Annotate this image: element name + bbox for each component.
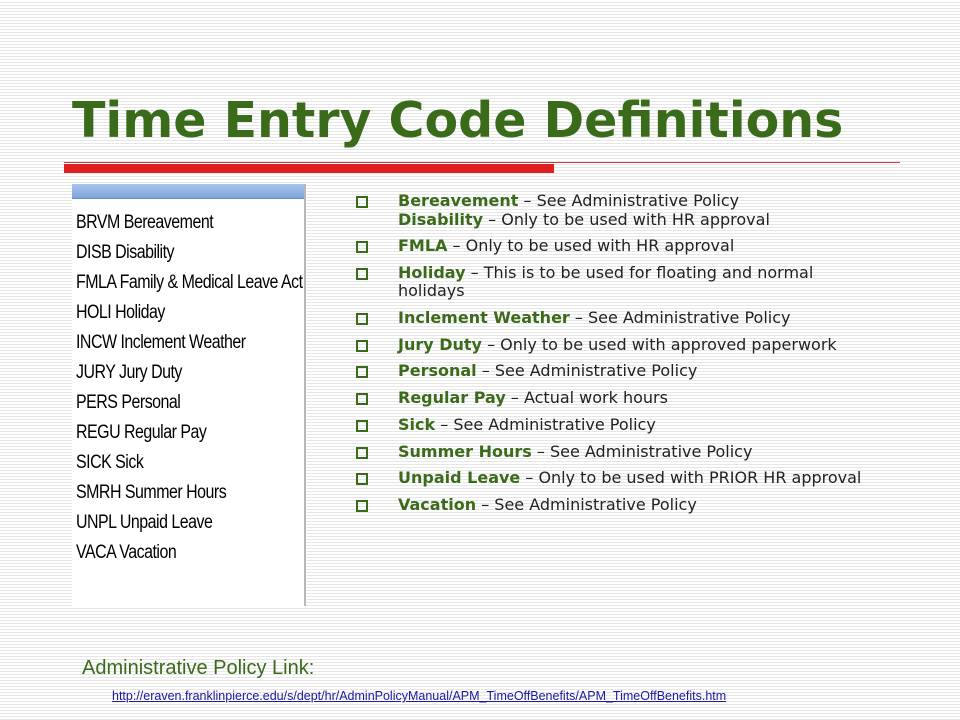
definition-item-summer-hours bbox=[356, 443, 876, 462]
policy-link[interactable]: http://eraven.franklinpierce.edu/s/dept/hr/AdminPolicyManual/APM_TimeOffBenefits/APM_TimeOffBenefits.htm bbox=[112, 689, 727, 703]
code-list bbox=[72, 199, 304, 568]
square-bullet-icon bbox=[356, 420, 368, 432]
code-item-pers: PERS Personal bbox=[76, 392, 181, 413]
policy-link-label: Administrative Policy Link: bbox=[82, 657, 315, 679]
code-list-header-bar bbox=[72, 184, 304, 199]
definition-item-vacation bbox=[356, 496, 876, 515]
code-item-jury: JURY Jury Duty bbox=[76, 362, 182, 383]
code-item-incw: INCW Inclement Weather bbox=[76, 332, 246, 353]
definition-desc: – See Administrative Policy bbox=[518, 191, 740, 210]
title-rule-thick bbox=[64, 164, 554, 173]
square-bullet-icon bbox=[356, 500, 368, 512]
definition-item-bereavement bbox=[356, 192, 876, 229]
definition-item-jury-duty bbox=[356, 336, 876, 355]
code-item-disb: DISB Disability bbox=[76, 242, 174, 263]
definition-term: Summer Hours bbox=[398, 441, 532, 461]
square-bullet-icon bbox=[356, 366, 368, 378]
definition-term: Unpaid Leave bbox=[398, 468, 521, 488]
definition-item-fmla bbox=[356, 237, 876, 256]
code-item-holi: HOLI Holiday bbox=[76, 302, 165, 323]
definition-item-regular-pay bbox=[356, 389, 876, 408]
code-list-panel bbox=[72, 184, 306, 606]
code-item-smrh: SMRH Summer Hours bbox=[76, 482, 227, 503]
square-bullet-icon bbox=[356, 313, 368, 325]
definition-term: Personal bbox=[398, 361, 477, 381]
square-bullet-icon bbox=[356, 196, 368, 208]
code-item-fmla: FMLA Family & Medical Leave Act bbox=[76, 272, 303, 293]
definition-desc: – Only to be used with HR approval bbox=[447, 236, 735, 256]
definition-desc: – Only to be used with HR approval bbox=[483, 209, 770, 229]
definition-desc: – See Administrative Policy bbox=[435, 414, 656, 434]
definition-item-personal bbox=[356, 362, 876, 381]
code-item-sick: SICK Sick bbox=[76, 452, 144, 473]
page-title: Time Entry Code Definitions bbox=[72, 92, 844, 149]
square-bullet-icon bbox=[356, 447, 368, 459]
code-item-unpl: UNPL Unpaid Leave bbox=[76, 512, 213, 533]
square-bullet-icon bbox=[356, 241, 368, 253]
definition-term: Inclement Weather bbox=[398, 308, 570, 328]
definition-item-unpaid-leave bbox=[356, 469, 876, 488]
definition-term: Regular Pay bbox=[398, 388, 506, 408]
definition-term: Bereavement bbox=[398, 191, 519, 210]
definition-list bbox=[356, 192, 876, 523]
definition-term: Holiday bbox=[398, 262, 466, 282]
code-item-vaca: VACA Vacation bbox=[76, 542, 177, 563]
title-rule-thin bbox=[64, 162, 900, 163]
code-item-brvm: BRVM Bereavement bbox=[76, 212, 214, 233]
definition-desc: – Only to be used with PRIOR HR approval bbox=[520, 468, 862, 488]
definition-term: Vacation bbox=[398, 494, 477, 514]
definition-item-holiday bbox=[356, 264, 876, 301]
definition-desc: – See Administrative Policy bbox=[569, 308, 791, 328]
definition-term: Jury Duty bbox=[398, 334, 482, 354]
code-item-regu: REGU Regular Pay bbox=[76, 422, 207, 443]
square-bullet-icon bbox=[356, 340, 368, 352]
square-bullet-icon bbox=[356, 473, 368, 485]
definition-term: Disability bbox=[398, 209, 484, 229]
square-bullet-icon bbox=[356, 268, 368, 280]
definition-desc: – See Administrative Policy bbox=[531, 441, 753, 461]
definition-desc: – See Administrative Policy bbox=[476, 494, 697, 514]
definition-term: FMLA bbox=[398, 236, 448, 256]
definition-desc: – This is to be used for floating and normal holidays bbox=[398, 262, 814, 301]
definition-desc: – Actual work hours bbox=[505, 388, 668, 408]
definition-term: Sick bbox=[398, 414, 436, 434]
definition-desc: – See Administrative Policy bbox=[476, 361, 698, 381]
definition-item-inclement-weather bbox=[356, 309, 876, 328]
definition-desc: – Only to be used with approved paperwork bbox=[481, 334, 837, 354]
square-bullet-icon bbox=[356, 393, 368, 405]
definition-item-sick bbox=[356, 416, 876, 435]
